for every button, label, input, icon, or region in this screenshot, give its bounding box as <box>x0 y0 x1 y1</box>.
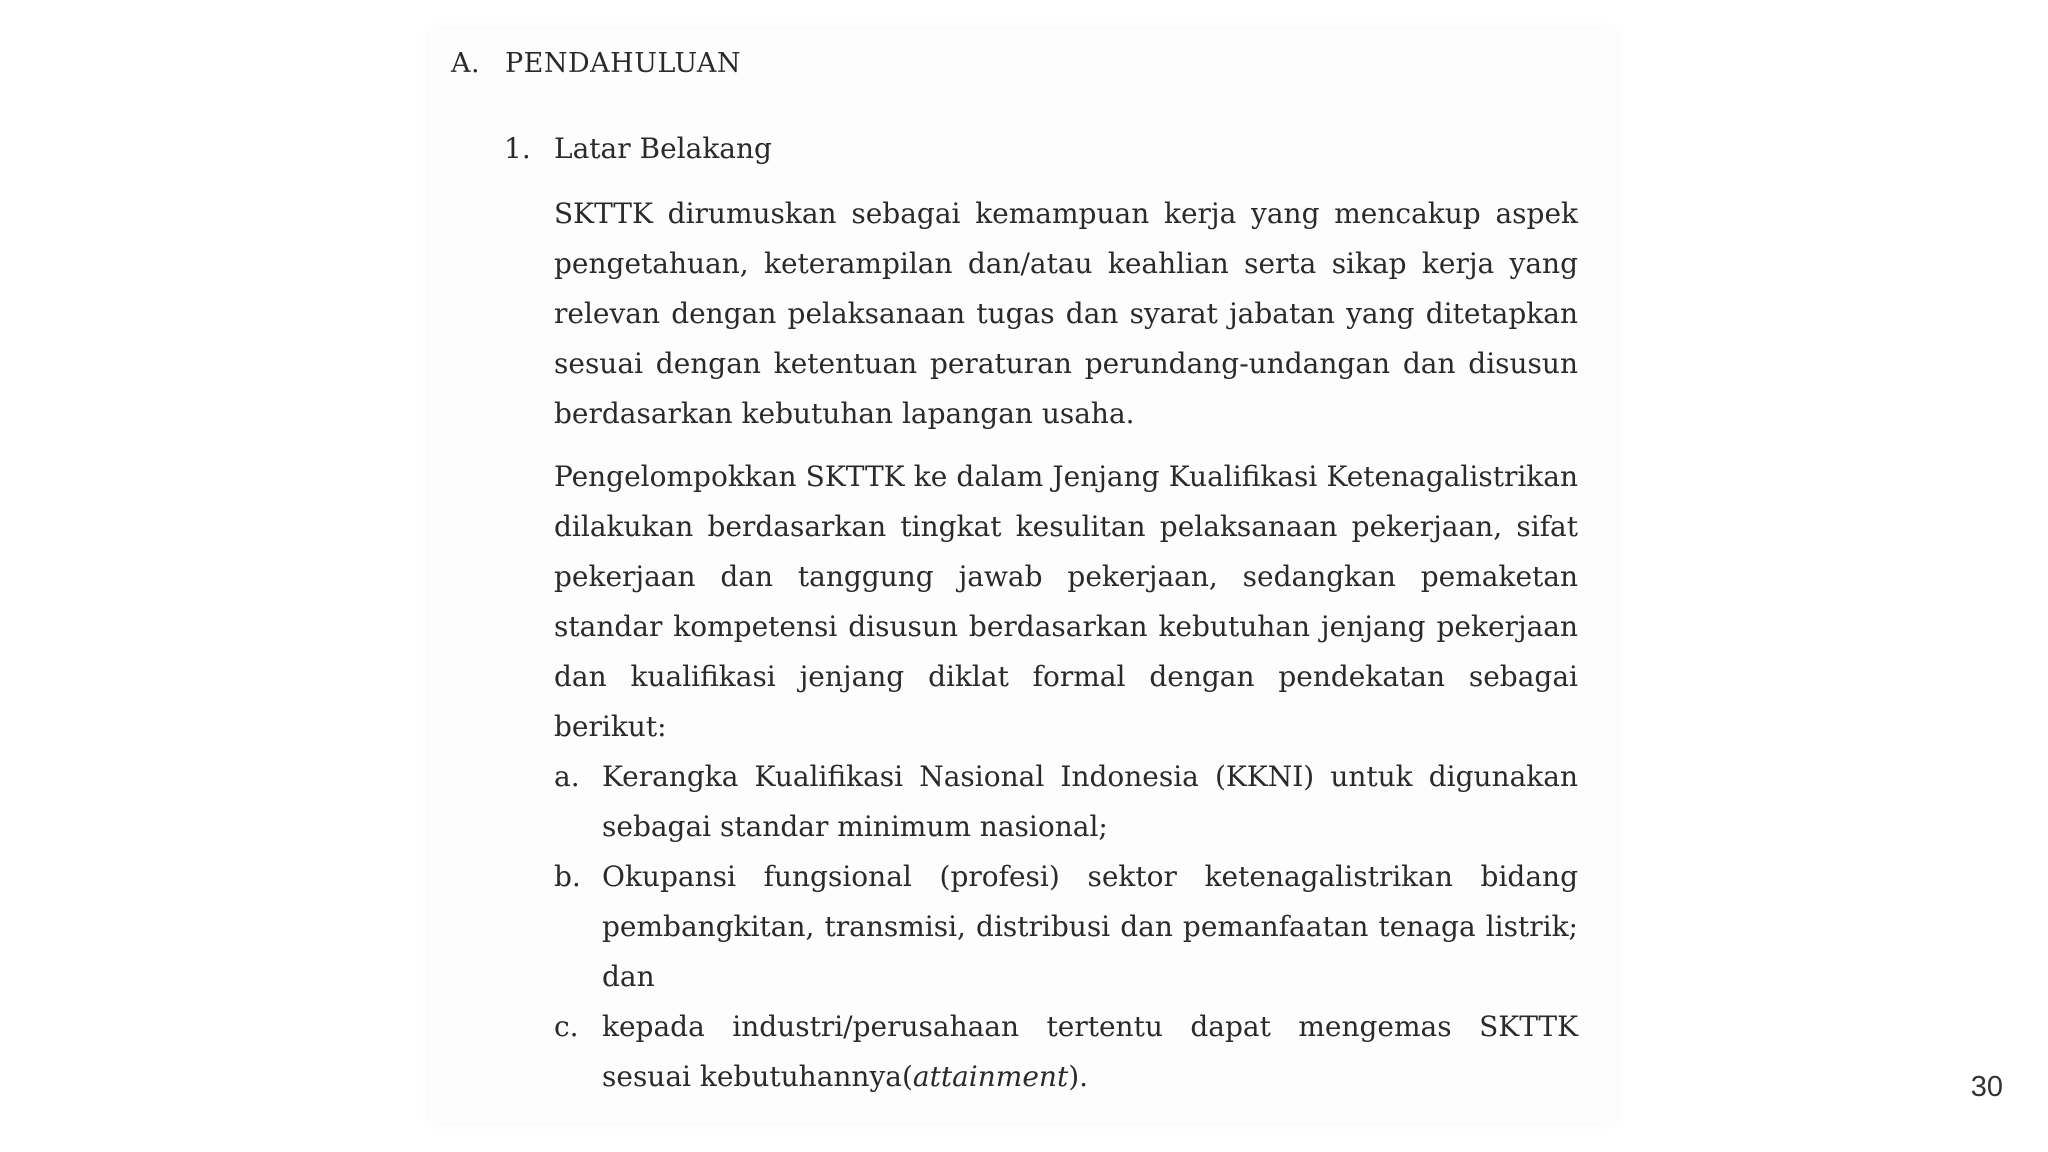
list-item-text: Kerangka Kualifikasi Nasional Indonesia (KKNI) untuk digunakan sebagai standar minimum nasional; <box>602 760 1578 843</box>
list-item <box>554 852 1578 1002</box>
subsection-heading <box>504 132 772 165</box>
list-marker: a. <box>554 760 580 793</box>
subsection-title: Latar Belakang <box>554 132 772 165</box>
list-marker: c. <box>554 1010 579 1043</box>
subsection-number: 1. <box>504 132 531 165</box>
list-item-text-end: ). <box>1068 1060 1089 1093</box>
list-item-italic-term: attainment <box>912 1060 1069 1093</box>
section-number: A. <box>451 48 481 79</box>
paragraph-1: SKTTK dirumuskan sebagai kemampuan kerja yang mencakup aspek pengetahuan, keterampilan dan/atau keahlian serta sikap kerja yang relevan dengan pelaksanaan tugas dan syarat jabatan yang ditetapkan sesuai dengan ketentuan peraturan perundang-undangan dan disusun berdasarkan kebutuhan lapangan usaha. <box>554 197 1578 430</box>
list-item <box>554 1002 1578 1102</box>
list-marker: b. <box>554 860 581 893</box>
section-heading <box>451 48 741 79</box>
list-item-text: Okupansi fungsional (profesi) sektor ketenagalistrikan bidang pembangkitan, transmisi, distribusi dan pemanfaatan tenaga listrik; dan <box>602 860 1578 993</box>
page-number: 30 <box>1970 1071 2003 1103</box>
list-item <box>554 752 1578 852</box>
list-item-text: kepada industri/perusahaan tertentu dapat mengemas SKTTK sesuai kebutuhannya( <box>602 1010 1578 1093</box>
approach-list <box>554 752 1578 1102</box>
section-title: PENDAHULUAN <box>505 48 741 79</box>
paragraph-2: Pengelompokkan SKTTK ke dalam Jenjang Kualifikasi Ketenagalistrikan dilakukan berdasarkan tingkat kesulitan pelaksanaan pekerjaan, sifat pekerjaan dan tanggung jawab pekerjaan, sedangkan pemaketan standar kompetensi disusun berdasarkan kebutuhan jenjang pekerjaan dan kualifikasi jenjang diklat formal dengan pendekatan sebagai berikut: <box>554 460 1578 743</box>
